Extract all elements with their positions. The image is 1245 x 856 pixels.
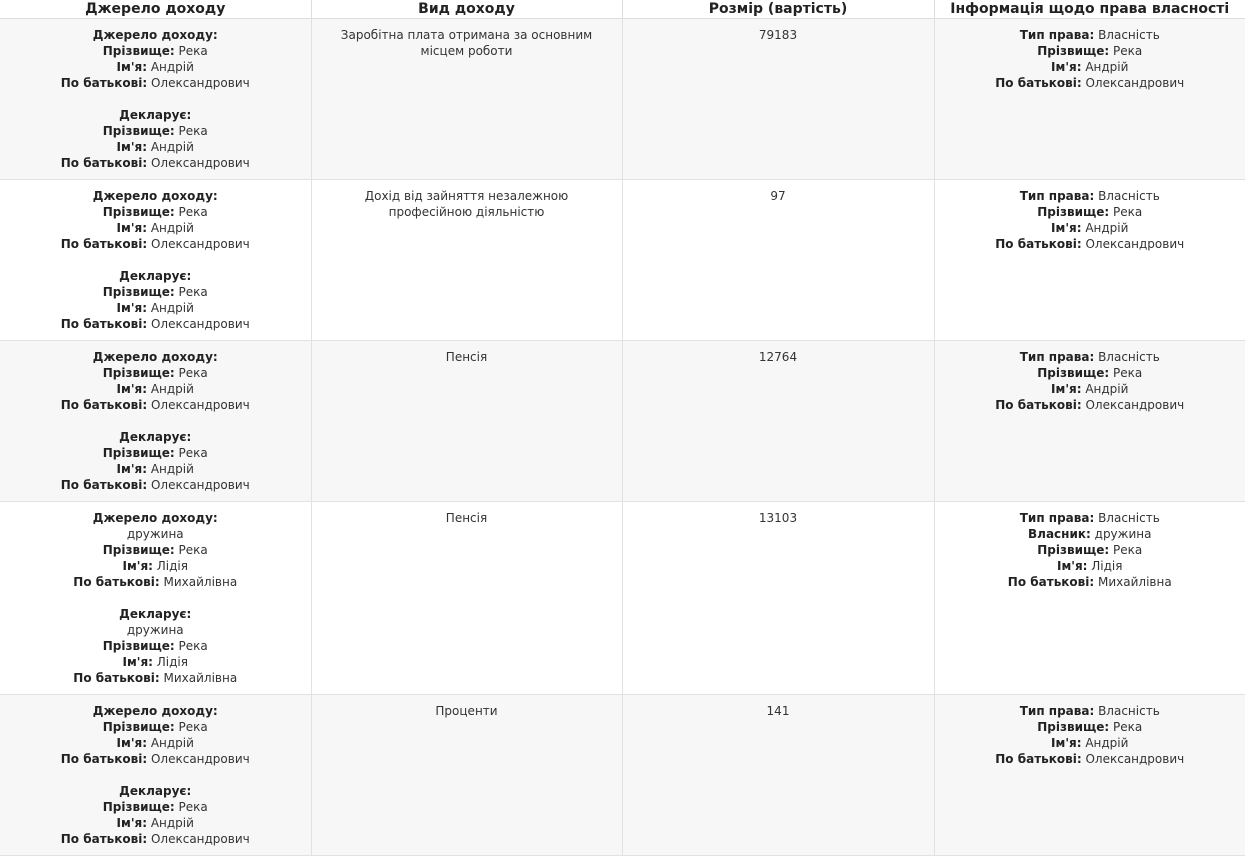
- name-line: [10, 381, 301, 397]
- cell-amount: 13103: [622, 502, 934, 695]
- patronymic-line-value: Олександрович: [150, 752, 250, 766]
- income-source-label: Джерело доходу:: [92, 28, 218, 42]
- patronymic-line-value: Олександрович: [150, 478, 250, 492]
- income-source-label: Джерело доходу:: [92, 704, 218, 718]
- patronymic-line-label: По батькові:: [60, 752, 148, 766]
- surname-line-label: Прізвище:: [102, 800, 175, 814]
- patronymic-line-value: Олександрович: [1085, 398, 1185, 412]
- patronymic-line: [945, 236, 1236, 252]
- name-line-label: Ім'я:: [116, 301, 147, 315]
- declares-label: Декларує:: [119, 269, 192, 283]
- patronymic-line-value: Михайлівна: [163, 671, 238, 685]
- surname-line-label: Прізвище:: [1037, 366, 1110, 380]
- surname-line-value: Река: [178, 446, 208, 460]
- surname-line-value: Река: [1113, 44, 1143, 58]
- cell-ownership-info: [934, 695, 1245, 856]
- surname-line: [10, 284, 301, 300]
- patronymic-line: [945, 574, 1236, 590]
- name-line-label: Ім'я:: [1051, 221, 1082, 235]
- income-source-label: Джерело доходу:: [92, 189, 218, 203]
- patronymic-line-value: Олександрович: [1085, 76, 1185, 90]
- name-line-value: Андрій: [150, 462, 194, 476]
- patronymic-line-label: По батькові:: [60, 317, 148, 331]
- patronymic-line-value: Михайлівна: [1098, 575, 1172, 589]
- patronymic-line-label: По батькові:: [995, 398, 1082, 412]
- surname-line-label: Прізвище:: [102, 639, 175, 653]
- patronymic-line: [10, 75, 301, 91]
- right-type-line-label: Тип права:: [1019, 28, 1095, 42]
- patronymic-line: [10, 751, 301, 767]
- name-line-value: Андрій: [150, 816, 194, 830]
- name-line-value: Лідія: [1091, 559, 1123, 573]
- name-line: [10, 654, 301, 670]
- right-type-line-value: Власність: [1098, 511, 1160, 525]
- surname-line: [945, 365, 1236, 381]
- surname-line: [10, 542, 301, 558]
- patronymic-line-label: По батькові:: [995, 76, 1082, 90]
- patronymic-line-value: Олександрович: [150, 317, 250, 331]
- surname-line: [10, 43, 301, 59]
- cell-ownership-info: [934, 180, 1245, 341]
- patronymic-line-label: По батькові:: [73, 671, 160, 685]
- spacer: [10, 91, 301, 107]
- column-header-income-type: Вид доходу: [311, 0, 622, 19]
- patronymic-line: [10, 316, 301, 332]
- name-line-label: Ім'я:: [1057, 559, 1088, 573]
- income-source-label: Джерело доходу:: [92, 350, 218, 364]
- patronymic-line: [10, 574, 301, 590]
- surname-line-value: Река: [178, 639, 208, 653]
- surname-line-value: Река: [178, 720, 208, 734]
- patronymic-line-label: По батькові:: [60, 478, 148, 492]
- spacer: [10, 413, 301, 429]
- cell-income-type: Пенсія: [311, 502, 622, 695]
- surname-line-label: Прізвище:: [102, 205, 175, 219]
- name-line-label: Ім'я:: [122, 559, 153, 573]
- name-line: [945, 59, 1236, 75]
- name-line-value: Андрій: [1085, 60, 1129, 74]
- patronymic-line: [10, 397, 301, 413]
- name-line-value: Андрій: [1085, 382, 1129, 396]
- column-header-ownership-info: Інформація щодо права власності: [934, 0, 1245, 19]
- right-type-line: [945, 349, 1236, 365]
- cell-income-type: Пенсія: [311, 341, 622, 502]
- surname-line-value: Река: [1113, 366, 1143, 380]
- surname-line-label: Прізвище:: [102, 366, 175, 380]
- name-line: [945, 735, 1236, 751]
- surname-line-label: Прізвище:: [102, 124, 175, 138]
- surname-line: [10, 719, 301, 735]
- surname-line: [10, 799, 301, 815]
- surname-line-value: Река: [178, 366, 208, 380]
- right-type-line: [945, 510, 1236, 526]
- name-line-label: Ім'я:: [1051, 382, 1082, 396]
- patronymic-line-value: Олександрович: [1085, 752, 1185, 766]
- patronymic-line: [10, 236, 301, 252]
- spacer: [10, 590, 301, 606]
- cell-income-source: [0, 341, 311, 502]
- surname-line: [10, 638, 301, 654]
- name-line: [945, 558, 1236, 574]
- patronymic-line-label: По батькові:: [995, 752, 1082, 766]
- surname-line: [10, 445, 301, 461]
- table-row: [0, 695, 1245, 856]
- surname-line-label: Прізвище:: [1037, 543, 1110, 557]
- name-line-label: Ім'я:: [116, 462, 147, 476]
- name-line: [10, 59, 301, 75]
- patronymic-line-label: По батькові:: [60, 156, 148, 170]
- name-line: [10, 300, 301, 316]
- patronymic-line-value: Олександрович: [150, 237, 250, 251]
- surname-line: [945, 719, 1236, 735]
- surname-line-value: Река: [178, 543, 208, 557]
- cell-income-source: [0, 695, 311, 856]
- cell-income-type: Проценти: [311, 695, 622, 856]
- cell-amount: 141: [622, 695, 934, 856]
- patronymic-line-label: По батькові:: [60, 237, 148, 251]
- owner-line-label: Власник:: [1028, 527, 1091, 541]
- table-row: [0, 341, 1245, 502]
- table-row: [0, 19, 1245, 180]
- right-type-line: [945, 27, 1236, 43]
- patronymic-line: [10, 155, 301, 171]
- patronymic-line-value: Олександрович: [1085, 237, 1185, 251]
- spacer: [10, 252, 301, 268]
- surname-line-value: Река: [1113, 205, 1143, 219]
- name-line-label: Ім'я:: [116, 221, 147, 235]
- right-type-line-value: Власність: [1098, 28, 1160, 42]
- cell-income-source: [0, 19, 311, 180]
- surname-line-value: Река: [178, 44, 208, 58]
- patronymic-line: [945, 75, 1236, 91]
- table-row: [0, 502, 1245, 695]
- name-line-label: Ім'я:: [116, 140, 147, 154]
- cell-ownership-info: [934, 502, 1245, 695]
- patronymic-line-label: По батькові:: [1007, 575, 1095, 589]
- surname-line-value: Река: [178, 285, 208, 299]
- surname-line: [945, 43, 1236, 59]
- name-line-value: Лідія: [156, 559, 188, 573]
- patronymic-line-label: По батькові:: [60, 398, 148, 412]
- patronymic-line-label: По батькові:: [60, 832, 148, 846]
- name-line-value: Андрій: [150, 221, 194, 235]
- surname-line-value: Река: [1113, 720, 1143, 734]
- surname-line-label: Прізвище:: [102, 720, 175, 734]
- patronymic-line: [945, 397, 1236, 413]
- surname-line-label: Прізвище:: [102, 285, 175, 299]
- patronymic-line-value: Олександрович: [150, 76, 250, 90]
- surname-line-label: Прізвище:: [102, 44, 175, 58]
- surname-line-label: Прізвище:: [1037, 44, 1110, 58]
- right-type-line-value: Власність: [1098, 350, 1160, 364]
- income-source-label: Джерело доходу:: [92, 511, 218, 525]
- name-line-label: Ім'я:: [116, 382, 147, 396]
- cell-amount: 79183: [622, 19, 934, 180]
- name-line-label: Ім'я:: [116, 736, 147, 750]
- name-line: [945, 381, 1236, 397]
- patronymic-line: [10, 670, 301, 686]
- name-line-value: Лідія: [156, 655, 188, 669]
- owner-line-value: дружина: [1094, 527, 1152, 541]
- name-line: [10, 139, 301, 155]
- right-type-line-label: Тип права:: [1019, 511, 1095, 525]
- patronymic-line: [945, 751, 1236, 767]
- declares-label: Декларує:: [119, 607, 192, 621]
- patronymic-line-label: По батькові:: [73, 575, 160, 589]
- declares-label: Декларує:: [119, 108, 192, 122]
- patronymic-line: [10, 831, 301, 847]
- cell-income-type: Заробітна плата отримана за основним місцем роботи: [311, 19, 622, 180]
- right-type-line-label: Тип права:: [1019, 189, 1095, 203]
- cell-ownership-info: [934, 19, 1245, 180]
- right-type-line: [945, 188, 1236, 204]
- name-line-label: Ім'я:: [116, 816, 147, 830]
- surname-line-label: Прізвище:: [1037, 720, 1110, 734]
- surname-line: [10, 123, 301, 139]
- surname-line-value: Река: [1113, 543, 1143, 557]
- name-line-value: Андрій: [150, 140, 194, 154]
- right-type-line-label: Тип права:: [1019, 704, 1095, 718]
- right-type-line: [945, 703, 1236, 719]
- patronymic-line-label: По батькові:: [60, 76, 148, 90]
- table-header-row: [0, 0, 1245, 19]
- cell-amount: 12764: [622, 341, 934, 502]
- patronymic-line-value: Олександрович: [150, 398, 250, 412]
- right-type-line-value: Власність: [1098, 189, 1160, 203]
- name-line-value: Андрій: [150, 736, 194, 750]
- relation-text: дружина: [126, 527, 184, 541]
- name-line: [10, 461, 301, 477]
- owner-line: [945, 526, 1236, 542]
- name-line-value: Андрій: [1085, 736, 1129, 750]
- name-line-label: Ім'я:: [116, 60, 147, 74]
- surname-line-label: Прізвище:: [102, 446, 175, 460]
- patronymic-line-value: Олександрович: [150, 156, 250, 170]
- name-line-value: Андрій: [150, 382, 194, 396]
- cell-income-source: [0, 180, 311, 341]
- name-line-label: Ім'я:: [1051, 736, 1082, 750]
- name-line: [10, 815, 301, 831]
- patronymic-line-value: Олександрович: [150, 832, 250, 846]
- surname-line: [10, 204, 301, 220]
- name-line: [10, 558, 301, 574]
- surname-line-value: Река: [178, 124, 208, 138]
- surname-line-label: Прізвище:: [1037, 205, 1110, 219]
- declares-label: Декларує:: [119, 784, 192, 798]
- column-header-amount: Розмір (вартість): [622, 0, 934, 19]
- cell-income-type: Дохід від зайняття незалежною професійною діяльністю: [311, 180, 622, 341]
- surname-line: [945, 542, 1236, 558]
- name-line-label: Ім'я:: [1051, 60, 1082, 74]
- cell-ownership-info: [934, 341, 1245, 502]
- relation-text: дружина: [126, 623, 184, 637]
- name-line: [945, 220, 1236, 236]
- name-line: [10, 220, 301, 236]
- patronymic-line-label: По батькові:: [995, 237, 1082, 251]
- table-row: [0, 180, 1245, 341]
- name-line-value: Андрій: [1085, 221, 1129, 235]
- column-header-income-source: Джерело доходу: [0, 0, 311, 19]
- declares-label: Декларує:: [119, 430, 192, 444]
- surname-line: [945, 204, 1236, 220]
- surname-line-label: Прізвище:: [102, 543, 175, 557]
- name-line: [10, 735, 301, 751]
- patronymic-line-value: Михайлівна: [163, 575, 238, 589]
- name-line-label: Ім'я:: [122, 655, 153, 669]
- name-line-value: Андрій: [150, 60, 194, 74]
- cell-amount: 97: [622, 180, 934, 341]
- surname-line-value: Река: [178, 205, 208, 219]
- spacer: [10, 767, 301, 783]
- name-line-value: Андрій: [150, 301, 194, 315]
- surname-line: [10, 365, 301, 381]
- right-type-line-value: Власність: [1098, 704, 1160, 718]
- table-body: [0, 19, 1245, 856]
- surname-line-value: Река: [178, 800, 208, 814]
- cell-income-source: [0, 502, 311, 695]
- patronymic-line: [10, 477, 301, 493]
- right-type-line-label: Тип права:: [1019, 350, 1095, 364]
